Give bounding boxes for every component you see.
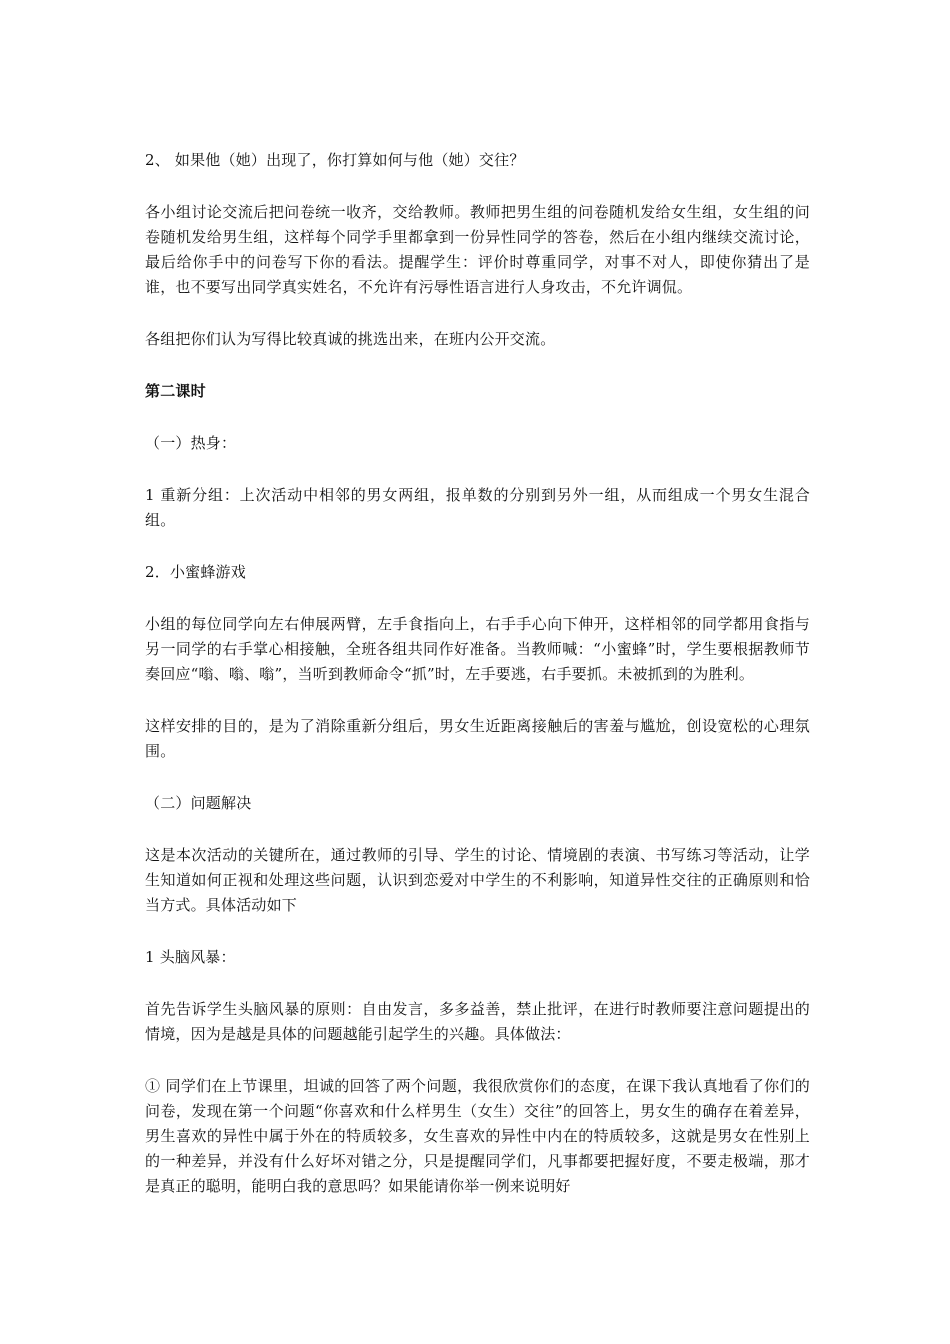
paragraph-regroup: 1 重新分组：上次活动中相邻的男女两组，报单数的分别到另外一组，从而组成一个男女生混合组。 [145,486,810,529]
paragraph-brainstorm-principles: 首先告诉学生头脑风暴的原则：自由发言，多多益善，禁止批评，在进行时教师要注意问题提出的情境，因为是越是具体的问题越能引起学生的兴趣。具体做法： [145,1000,810,1043]
paragraph-question-2: 2、 如果他（她）出现了，你打算如何与他（她）交往？ [145,151,525,169]
paragraph-group-selection: 各组把你们认为写得比较真诚的挑选出来，在班内公开交流。 [145,330,556,348]
section-heading-second-lesson: 第二课时 [145,382,206,400]
paragraph-brainstorm-step-1: ① 同学们在上节课里，坦诚的回答了两个问题，我很欣赏你们的态度，在课下我认真地看了你们的问卷，发现在第一个问题“你喜欢和什么样男生（女生）交往”的回答上，男女生的确存在着差异，男生喜欢的异性中属于外在的特质较多，女生喜欢的异性中内在的特质较多，这就是男女在性别上的一种差异，并没有什么好坏对错之分，只是提醒同学们，凡事都要把握好度，不要走极端，那才是真正的聪明，能明白我的意思吗？如果能请你举一例来说明好 [145,1077,810,1195]
document-page [145,148,810,1226]
paragraph-brainstorm-title: 1 头脑风暴： [145,948,236,966]
paragraph-questionnaire-exchange: 各小组讨论交流后把问卷统一收齐，交给教师。教师把男生组的问卷随机发给女生组，女生组的问卷随机发给男生组，这样每个同学手里都拿到一份异性同学的答卷，然后在小组内继续交流讨论，最后给你手中的问卷写下你的看法。提醒学生：评价时尊重同学，对事不对人，即使你猜出了是谁，也不要写出同学真实姓名，不允许有污辱性语言进行人身攻击，不允许调侃。 [145,203,810,296]
subheading-problem-solving: （二）问题解决 [145,794,252,812]
paragraph-bee-game-rules: 小组的每位同学向左右伸展两臂，左手食指向上，右手手心向下伸开，这样相邻的同学都用食指与另一同学的右手掌心相接触，全班各组共同作好准备。当教师喊：“小蜜蜂”时，学生要根据教师节奏回应“嗡、嗡、嗡”，当听到教师命令“抓”时，左手要逃，右手要抓。未被抓到的为胜利。 [145,615,810,683]
paragraph-key-activity: 这是本次活动的关键所在，通过教师的引导、学生的讨论、情境剧的表演、书写练习等活动，让学生知道如何正视和处理这些问题，认识到恋爱对中学生的不利影响，知道异性交往的正确原则和恰当方式。具体活动如下 [145,846,810,914]
paragraph-purpose: 这样安排的目的，是为了消除重新分组后，男女生近距离接触后的害羞与尴尬，创设宽松的心理氛围。 [145,717,810,760]
subheading-warmup: （一）热身： [145,434,237,452]
paragraph-bee-game-title: 2．小蜜蜂游戏 [145,563,246,581]
